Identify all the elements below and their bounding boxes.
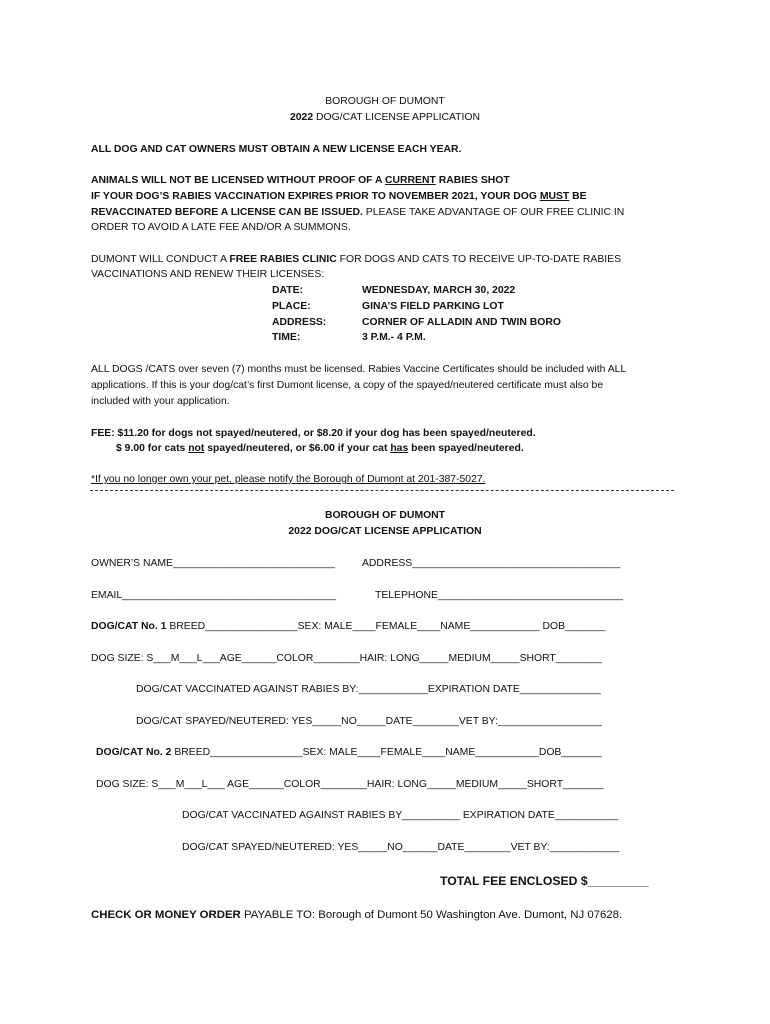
notice-line-1-a: ANIMALS WILL NOT BE LICENSED WITHOUT PROOF OF A — [91, 175, 386, 186]
dog2-size-row[interactable]: DOG SIZE: S___M___L___ AGE______COLOR________HAIR: LONG_____MEDIUM_____SHORT_______ — [96, 779, 604, 790]
clinic-place-value: GINA’S FIELD PARKING LOT — [362, 301, 504, 312]
notify-line — [91, 473, 486, 487]
dog2-vaccinated-row[interactable]: DOG/CAT VACCINATED AGAINST RABIES BY__________ EXPIRATION DATE___________ — [182, 810, 619, 821]
dog2-breed-row[interactable] — [96, 746, 602, 760]
notice-line-3 — [91, 206, 624, 220]
header-year: 2022 — [290, 112, 314, 123]
clinic-intro — [91, 253, 621, 267]
fee-line-2-a: $ 9.00 for cats — [116, 443, 189, 454]
payment-payee: PAYABLE TO: Borough of Dumont 50 Washington Ave. Dumont, NJ 07628. — [240, 909, 623, 921]
dog1-label: DOG/CAT No. 1 — [91, 621, 167, 632]
dog2-fields: BREED________________SEX: MALE____FEMALE____NAME___________DOB_______ — [171, 747, 602, 758]
header-title-text: DOG/CAT LICENSE APPLICATION — [316, 112, 480, 123]
info-line-3: included with your application. — [91, 396, 230, 407]
cut-line-divider — [90, 490, 674, 491]
clinic-date-label: DATE: — [272, 285, 303, 296]
fee-line-2 — [116, 442, 524, 456]
notify-text: *If you no longer own your pet, please notify the Borough of Dumont at 201-387-5027. — [91, 474, 486, 485]
clinic-time-value: 3 P.M.- 4 P.M. — [362, 332, 426, 343]
form-title: 2022 DOG/CAT LICENSE APPLICATION — [288, 526, 482, 537]
fee-line-2-b: spayed/neutered, or $6.00 if your cat — [204, 443, 391, 454]
notice-line-2-b: BE — [569, 191, 587, 202]
form-org: BOROUGH OF DUMONT — [324, 510, 446, 521]
dog2-spayed-row[interactable]: DOG/CAT SPAYED/NEUTERED: YES_____NO______DATE________VET BY:____________ — [182, 842, 620, 853]
clinic-place-label: PLACE: — [272, 301, 311, 312]
fee-has: has — [390, 443, 409, 454]
total-fee-field[interactable]: TOTAL FEE ENCLOSED $_________ — [440, 874, 649, 888]
dog1-spayed-row[interactable]: DOG/CAT SPAYED/NEUTERED: YES_____NO_____DATE________VET BY:__________________ — [136, 716, 602, 727]
clinic-intro-a: DUMONT WILL CONDUCT A — [91, 254, 230, 265]
clinic-date-value: WEDNESDAY, MARCH 30, 2022 — [362, 285, 516, 296]
address-field[interactable]: ADDRESS____________________________________ — [362, 558, 621, 569]
info-line-1: ALL DOGS /CATS over seven (7) months must be licensed. Rabies Vaccine Certificates should be included with ALL — [91, 364, 627, 375]
dog2-label: DOG/CAT No. 2 — [96, 747, 172, 758]
payment-instructions — [91, 907, 622, 923]
notice-line-2 — [91, 190, 587, 204]
notice-line-4: ORDER TO AVOID A LATE FEE AND/OR A SUMMONS. — [91, 222, 351, 233]
notice-line-3-a: REVACCINATED BEFORE A LICENSE CAN BE ISSUED. — [91, 207, 363, 218]
dog1-size-row[interactable]: DOG SIZE: S___M___L___AGE______COLOR________HAIR: LONG_____MEDIUM_____SHORT________ — [91, 653, 602, 664]
fee-line-2-c: been spayed/neutered. — [408, 443, 524, 454]
all-owners-notice: ALL DOG AND CAT OWNERS MUST OBTAIN A NEW LICENSE EACH YEAR. — [91, 144, 462, 155]
info-line-2: applications. If this is your dog/cat’s first Dumont license, a copy of the spayed/neutered certificate must also be — [91, 380, 604, 391]
dog1-vaccinated-row[interactable]: DOG/CAT VACCINATED AGAINST RABIES BY:____________EXPIRATION DATE______________ — [136, 684, 601, 695]
notice-line-1 — [91, 174, 510, 188]
email-field[interactable]: EMAIL_____________________________________ — [91, 590, 336, 601]
fee-line-1: FEE: $11.20 for dogs not spayed/neutered, or $8.20 if your dog has been spayed/neutered. — [91, 428, 536, 439]
notice-line-1-b: RABIES SHOT — [435, 175, 510, 186]
clinic-intro-2: VACCINATIONS AND RENEW THEIR LICENSES: — [91, 269, 325, 280]
notice-line-2-a: IF YOUR DOG’S RABIES VACCINATION EXPIRES PRIOR TO NOVEMBER 2021, YOUR DOG — [91, 191, 540, 202]
owner-name-field[interactable]: OWNER’S NAME____________________________ — [91, 558, 335, 569]
clinic-intro-b: FREE RABIES CLINIC — [229, 254, 337, 265]
notice-line-3-b: PLEASE TAKE ADVANTAGE OF OUR FREE CLINIC IN — [362, 207, 625, 218]
clinic-address-value: CORNER OF ALLADIN AND TWIN BORO — [362, 317, 561, 328]
payment-method: CHECK OR MONEY ORDER — [91, 909, 241, 921]
dog1-fields: BREED________________SEX: MALE____FEMALE____NAME____________ DOB_______ — [166, 621, 606, 632]
clinic-address-label: ADDRESS: — [272, 317, 327, 328]
telephone-field[interactable]: TELEPHONE________________________________ — [375, 590, 623, 601]
clinic-intro-c: FOR DOGS AND CATS TO RECEIVE UP-TO-DATE RABIES — [336, 254, 622, 265]
notice-current: CURRENT — [385, 175, 436, 186]
notice-must: MUST — [539, 191, 570, 202]
clinic-time-label: TIME: — [272, 332, 301, 343]
fee-not: not — [188, 443, 205, 454]
header-title — [0, 111, 770, 125]
header-org: BOROUGH OF DUMONT — [325, 96, 445, 107]
dog1-breed-row[interactable] — [91, 620, 605, 634]
